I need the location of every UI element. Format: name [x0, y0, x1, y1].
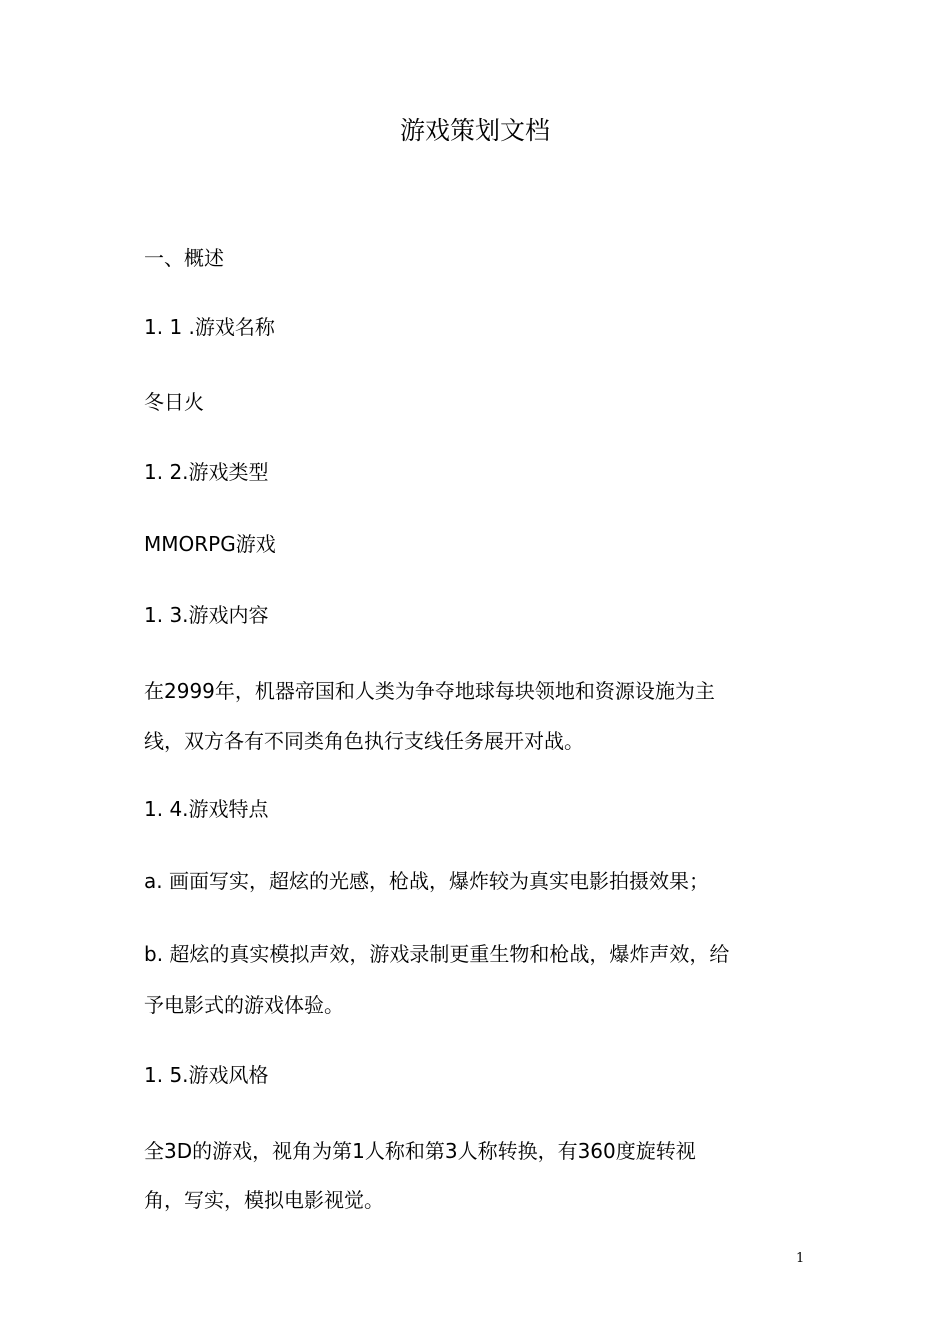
paragraph-game-type: MMORPG游戏 — [144, 532, 276, 556]
subsection-heading-game-features: 1. 4.游戏特点 — [144, 797, 269, 821]
paragraph-feature-b-line-2: 予电影式的游戏体验。 — [144, 993, 344, 1017]
paragraph-game-content-line-2: 线，双方各有不同类角色执行支线任务展开对战。 — [144, 729, 584, 753]
subsection-heading-game-name: 1. 1 .游戏名称 — [144, 315, 275, 339]
paragraph-game-content-line-1: 在2999年，机器帝国和人类为争夺地球每块领地和资源设施为主 — [144, 679, 715, 703]
paragraph-feature-a: a. 画面写实，超炫的光感，枪战，爆炸较为真实电影拍摄效果； — [144, 869, 709, 893]
subsection-heading-game-content: 1. 3.游戏内容 — [144, 603, 269, 627]
page-number: 1 — [796, 1251, 805, 1266]
subsection-heading-game-type: 1. 2.游戏类型 — [144, 460, 269, 484]
document-title: 游戏策划文档 — [399, 116, 550, 145]
section-heading-overview: 一、概述 — [144, 246, 224, 270]
subsection-heading-game-style: 1. 5.游戏风格 — [144, 1063, 269, 1087]
paragraph-feature-b-line-1: b. 超炫的真实模拟声效，游戏录制更重生物和枪战，爆炸声效，给 — [144, 942, 730, 966]
paragraph-game-name: 冬日火 — [144, 390, 204, 414]
paragraph-game-style-line-1: 全3D的游戏，视角为第1人称和第3人称转换，有360度旋转视 — [144, 1139, 696, 1163]
paragraph-game-style-line-2: 角，写实，模拟电影视觉。 — [144, 1188, 384, 1212]
